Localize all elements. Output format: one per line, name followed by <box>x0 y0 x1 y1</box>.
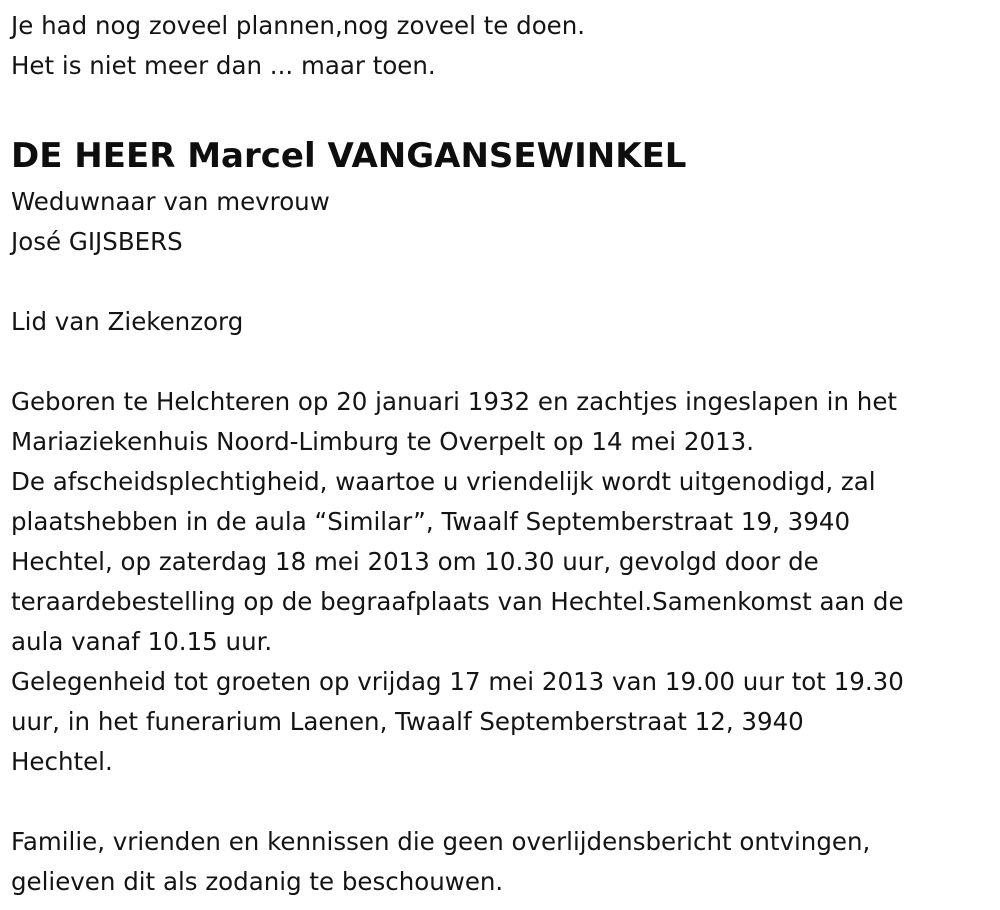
membership: Lid van Ziekenzorg <box>11 307 244 336</box>
details-line: teraardebestelling op de begraafplaats van Hechtel.Samenkomst aan de <box>11 587 904 616</box>
details-line: uur, in het funerarium Laenen, Twaalf Septemberstraat 12, 3940 <box>11 707 804 736</box>
details-block <box>11 382 991 782</box>
verse-line-2: Het is niet meer dan ... maar toen. <box>11 51 436 80</box>
closing-line-1: Familie, vrienden en kennissen die geen overlijdensbericht ontvingen, <box>11 827 871 856</box>
closing-line-2: gelieven dit als zodanig te beschouwen. <box>11 867 504 896</box>
details-line: plaatshebben in de aula “Similar”, Twaalf Septemberstraat 19, 3940 <box>11 507 851 536</box>
details-line: Geboren te Helchteren op 20 januari 1932 en zachtjes ingeslapen in het <box>11 387 897 416</box>
details-line: aula vanaf 10.15 uur. <box>11 627 273 656</box>
spacer <box>11 782 991 822</box>
verse-line-1: Je had nog zoveel plannen,nog zoveel te doen. <box>11 11 586 40</box>
details-line: De afscheidsplechtigheid, waartoe u vriendelijk wordt uitgenodigd, zal <box>11 467 876 496</box>
widower-line-1: Weduwnaar van mevrouw <box>11 187 330 216</box>
spacer <box>11 262 991 302</box>
deceased-name: DE HEER Marcel VANGANSEWINKEL <box>11 136 687 176</box>
widower-line-2: José GIJSBERS <box>11 227 183 256</box>
death-notice <box>11 0 991 902</box>
spacer <box>11 342 991 382</box>
details-line: Hechtel. <box>11 747 113 776</box>
spacer <box>11 86 991 130</box>
details-line: Hechtel, op zaterdag 18 mei 2013 om 10.30 uur, gevolgd door de <box>11 547 819 576</box>
details-line: Gelegenheid tot groeten op vrijdag 17 mei 2013 van 19.00 uur tot 19.30 <box>11 667 904 696</box>
details-line: Mariaziekenhuis Noord-Limburg te Overpelt op 14 mei 2013. <box>11 427 755 456</box>
